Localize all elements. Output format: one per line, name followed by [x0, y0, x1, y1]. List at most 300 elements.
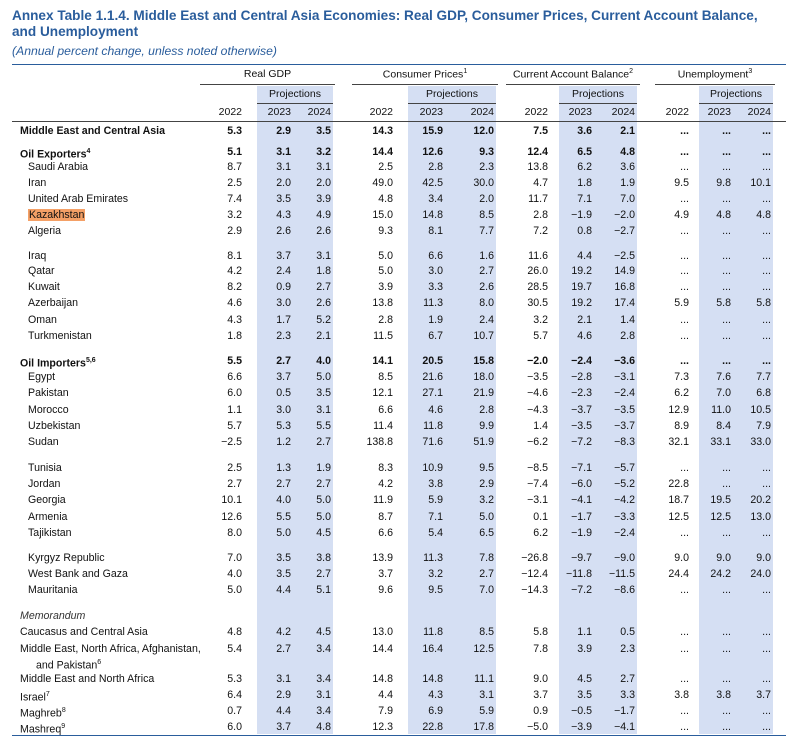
table-cell: 3.2	[428, 568, 443, 580]
table-cell: 3.1	[316, 161, 331, 173]
table-cell: 4.7	[533, 177, 548, 189]
table-cell: 14.4	[372, 146, 393, 158]
row-label-text: Georgia	[28, 494, 66, 506]
table-cell: 3.2	[227, 209, 242, 221]
table-cell: −26.8	[521, 552, 548, 564]
table-cell: −3.3	[614, 511, 635, 523]
footnote-marker: 8	[61, 707, 66, 714]
table-cell: 4.8	[756, 209, 771, 221]
table-cell: ...	[722, 643, 731, 655]
table-cell: 8.5	[479, 626, 494, 638]
table-cell: −1.9	[571, 209, 592, 221]
table-cell: ...	[680, 193, 689, 205]
table-row	[0, 280, 800, 295]
table-cell: −3.1	[614, 371, 635, 383]
table-cell: 11.7	[528, 193, 548, 205]
table-cell: 3.5	[276, 193, 291, 205]
table-cell: 5.4	[428, 527, 443, 539]
table-cell: ...	[762, 584, 771, 596]
row-label-text: Iran	[28, 177, 47, 189]
column-group-header	[506, 68, 640, 81]
table-cell: ...	[722, 125, 731, 137]
table-cell: 4.5	[316, 626, 331, 638]
table-row	[0, 567, 800, 582]
table-cell: −2.5	[221, 436, 242, 448]
table-cell: 12.1	[372, 387, 393, 399]
table-cell: ...	[722, 314, 731, 326]
table-cell: ...	[762, 673, 771, 685]
table-cell: 13.8	[372, 297, 393, 309]
table-cell: ...	[762, 626, 771, 638]
table-cell: 3.7	[533, 689, 548, 701]
column-group-header	[200, 68, 335, 80]
table-cell: 8.3	[378, 462, 393, 474]
table-cell: 4.8	[378, 193, 393, 205]
table-cell: 4.4	[276, 705, 291, 717]
table-row	[0, 208, 800, 223]
row-label-text: United Arab Emirates	[28, 193, 129, 205]
table-cell: 3.0	[276, 297, 291, 309]
row-label	[20, 124, 165, 138]
table-cell: ...	[762, 161, 771, 173]
table-cell: 12.6	[422, 146, 443, 158]
table-cell: ...	[722, 330, 731, 342]
projections-header: Projections	[572, 88, 624, 100]
table-cell: 16.8	[614, 281, 635, 293]
table-cell: 19.2	[571, 297, 592, 309]
table-cell: 10.1	[750, 177, 771, 189]
table-cell: ...	[680, 462, 689, 474]
table-cell: 2.7	[227, 478, 242, 490]
table-cell: 4.0	[316, 355, 331, 367]
table-cell: −3.6	[614, 355, 635, 367]
table-row	[0, 551, 800, 566]
table-cell: 4.9	[674, 209, 689, 221]
table-cell: −6.0	[571, 478, 592, 490]
table-cell: 4.8	[620, 146, 635, 158]
table-cell: 6.0	[227, 387, 242, 399]
table-cell: ...	[762, 721, 771, 733]
table-cell: 4.4	[378, 689, 393, 701]
table-cell: 6.6	[378, 404, 393, 416]
row-label-text: Oil Exporters	[20, 148, 87, 161]
table-cell: 8.0	[479, 297, 494, 309]
table-cell: 3.7	[276, 371, 291, 383]
table-cell: 3.8	[716, 689, 731, 701]
table-row	[0, 249, 800, 264]
row-label-text: Azerbaijan	[28, 297, 79, 309]
table-row	[0, 329, 800, 344]
table-cell: 10.1	[221, 494, 242, 506]
row-label-text: Middle East, North Africa, Afghanistan,	[20, 643, 201, 655]
table-cell: 1.9	[428, 314, 443, 326]
table-cell: ...	[680, 673, 689, 685]
row-label	[28, 493, 66, 507]
row-label-text: Algeria	[28, 225, 61, 237]
table-cell: ...	[762, 527, 771, 539]
table-cell: −6.2	[527, 436, 548, 448]
table-cell: ...	[722, 193, 731, 205]
table-cell: 27.1	[422, 387, 443, 399]
table-cell: ...	[722, 462, 731, 474]
table-cell: 3.4	[316, 673, 331, 685]
table-cell: 4.6	[227, 297, 242, 309]
table-cell: 4.5	[577, 673, 592, 685]
column-group-header	[655, 68, 775, 81]
table-cell: −4.1	[614, 721, 635, 733]
table-cell: 19.7	[571, 281, 592, 293]
table-cell: 4.2	[276, 626, 291, 638]
table-cell: 10.9	[422, 462, 443, 474]
table-cell: ...	[762, 146, 771, 158]
table-cell: ...	[762, 250, 771, 262]
table-cell: 11.6	[528, 250, 548, 262]
table-cell: 2.7	[316, 436, 331, 448]
column-group-label: Current Account Balance	[512, 68, 630, 81]
table-cell: 6.2	[533, 527, 548, 539]
year-header: 2023	[707, 106, 731, 118]
table-cell: 14.4	[372, 643, 393, 655]
group-rule	[506, 84, 640, 85]
table-cell: 3.5	[276, 568, 291, 580]
table-row	[0, 493, 800, 508]
table-cell: 13.0	[750, 511, 771, 523]
header-rule	[12, 121, 786, 122]
table-cell: 138.8	[366, 436, 393, 448]
table-row	[0, 176, 800, 191]
table-cell: 3.0	[428, 265, 443, 277]
table-cell: 4.3	[276, 209, 291, 221]
table-cell: 32.1	[668, 436, 689, 448]
table-cell: 1.2	[276, 436, 291, 448]
table-row	[0, 688, 800, 703]
table-cell: −2.8	[571, 371, 592, 383]
row-label	[20, 609, 85, 623]
table-cell: −5.2	[614, 478, 635, 490]
table-cell: 1.4	[533, 420, 548, 432]
table-cell: ...	[722, 721, 731, 733]
row-label-text: Maghreb	[20, 707, 62, 720]
table-row	[0, 704, 800, 719]
table-cell: −8.5	[527, 462, 548, 474]
table-cell: 3.5	[577, 689, 592, 701]
table-cell: 10.5	[750, 404, 771, 416]
table-cell: 7.0	[620, 193, 635, 205]
table-cell: 6.2	[674, 387, 689, 399]
table-cell: 14.1	[372, 355, 393, 367]
table-cell: 12.0	[473, 125, 494, 137]
footnote-marker: 2	[629, 68, 634, 75]
table-cell: 28.5	[527, 281, 548, 293]
projections-header: Projections	[269, 88, 321, 100]
column-group-label: Real GDP	[243, 68, 292, 80]
table-cell: ...	[762, 330, 771, 342]
table-cell: 7.0	[479, 584, 494, 596]
table-row	[0, 403, 800, 418]
table-cell: ...	[680, 314, 689, 326]
year-header: 2022	[369, 106, 393, 118]
column-group-label: Consumer Prices	[382, 68, 464, 81]
footnote-marker: 5,6	[85, 357, 96, 364]
table-cell: 5.0	[276, 527, 291, 539]
table-cell: 3.1	[316, 250, 331, 262]
table-cell: −8.3	[614, 436, 635, 448]
table-row	[0, 160, 800, 175]
table-cell: 7.8	[533, 643, 548, 655]
table-cell: 0.5	[620, 626, 635, 638]
table-cell: 9.8	[716, 177, 731, 189]
table-cell: 4.4	[577, 250, 592, 262]
table-cell: −3.5	[614, 404, 635, 416]
projections-rule	[699, 103, 773, 104]
table-cell: 5.9	[428, 494, 443, 506]
table-cell: ...	[722, 250, 731, 262]
table-cell: 3.9	[577, 643, 592, 655]
table-cell: 18.7	[668, 494, 689, 506]
row-label	[28, 386, 69, 400]
row-label-text: Qatar	[28, 265, 55, 277]
table-cell: −12.4	[521, 568, 548, 580]
table-cell: 1.8	[316, 265, 331, 277]
table-cell: 4.8	[227, 626, 242, 638]
table-cell: −11.5	[608, 568, 635, 580]
table-cell: 5.0	[316, 371, 331, 383]
row-label	[28, 264, 55, 278]
table-cell: 3.6	[620, 161, 635, 173]
table-cell: 3.4	[316, 705, 331, 717]
table-cell: −0.5	[571, 705, 592, 717]
table-cell: 2.9	[479, 478, 494, 490]
table-cell: 2.9	[227, 225, 242, 237]
table-cell: 5.8	[716, 297, 731, 309]
table-cell: −3.7	[571, 404, 592, 416]
table-cell: 2.6	[316, 297, 331, 309]
table-cell: ...	[680, 250, 689, 262]
table-cell: 14.9	[614, 265, 635, 277]
row-label	[28, 510, 67, 524]
table-cell: 5.3	[276, 420, 291, 432]
row-label	[28, 526, 72, 540]
table-cell: 2.9	[276, 125, 291, 137]
table-cell: 3.4	[428, 193, 443, 205]
table-cell: −5.7	[614, 462, 635, 474]
row-label	[28, 477, 60, 491]
table-cell: 18.0	[473, 371, 494, 383]
table-cell: ...	[722, 584, 731, 596]
table-cell: −2.5	[614, 250, 635, 262]
row-label-text: Mashreq	[20, 723, 62, 736]
table-cell: 8.7	[378, 511, 393, 523]
table-cell: ...	[680, 643, 689, 655]
table-cell: 5.0	[378, 265, 393, 277]
table-cell: ...	[722, 265, 731, 277]
table-cell: 1.9	[316, 462, 331, 474]
table-cell: 2.6	[479, 281, 494, 293]
table-cell: 8.4	[716, 420, 731, 432]
table-cell: 19.5	[710, 494, 731, 506]
row-label	[28, 176, 46, 190]
row-label-text: Tajikistan	[28, 527, 72, 539]
table-cell: 2.7	[316, 568, 331, 580]
table-cell: 2.7	[479, 568, 494, 580]
table-cell: 1.4	[620, 314, 635, 326]
table-cell: ...	[762, 478, 771, 490]
table-cell: 3.0	[276, 404, 291, 416]
table-row	[0, 510, 800, 525]
table-cell: 3.1	[276, 161, 291, 173]
table-cell: 5.0	[378, 250, 393, 262]
table-cell: 4.3	[227, 314, 242, 326]
table-cell: 24.2	[710, 568, 731, 580]
row-label-text: Morocco	[28, 404, 69, 416]
table-cell: 5.0	[479, 511, 494, 523]
table-cell: 12.5	[668, 511, 689, 523]
table-cell: ...	[722, 225, 731, 237]
table-cell: ...	[680, 527, 689, 539]
year-header: 2024	[611, 106, 635, 118]
table-cell: ...	[680, 330, 689, 342]
table-cell: 7.7	[479, 225, 494, 237]
table-cell: 4.0	[227, 568, 242, 580]
projections-header: Projections	[426, 88, 478, 100]
table-cell: 1.1	[227, 404, 242, 416]
table-cell: ...	[722, 161, 731, 173]
table-cell: 4.0	[276, 494, 291, 506]
table-cell: 9.5	[479, 462, 494, 474]
top-rule	[12, 64, 786, 65]
table-cell: 19.2	[571, 265, 592, 277]
table-cell: 16.4	[422, 643, 443, 655]
table-cell: 4.4	[276, 584, 291, 596]
table-cell: 14.8	[422, 209, 443, 221]
row-label-text: West Bank and Gaza	[28, 568, 128, 580]
table-cell: ...	[762, 462, 771, 474]
table-cell: 2.5	[227, 177, 242, 189]
table-cell: 12.6	[221, 511, 242, 523]
table-cell: 11.5	[373, 330, 393, 342]
table-cell: 6.5	[479, 527, 494, 539]
table-cell: 3.5	[316, 125, 331, 137]
table-cell: 1.3	[276, 462, 291, 474]
table-cell: 2.7	[276, 355, 291, 367]
footnote-marker: 3	[748, 68, 753, 75]
table-row	[0, 419, 800, 434]
table-cell: ...	[680, 161, 689, 173]
table-cell: 3.2	[479, 494, 494, 506]
table-cell: −3.7	[614, 420, 635, 432]
table-subtitle: (Annual percent change, unless noted otherwise)	[12, 44, 277, 58]
table-row	[0, 296, 800, 311]
row-label-text: Oil Importers	[20, 357, 86, 370]
table-cell: 9.5	[428, 584, 443, 596]
row-label	[28, 461, 62, 475]
table-cell: ...	[762, 643, 771, 655]
row-label	[28, 296, 78, 310]
table-cell: 3.5	[316, 387, 331, 399]
row-label-text: Armenia	[28, 511, 68, 523]
table-cell: ...	[680, 355, 689, 367]
row-label	[28, 370, 55, 384]
table-cell: −7.2	[571, 436, 592, 448]
table-cell: 5.8	[756, 297, 771, 309]
table-cell: 15.9	[422, 125, 443, 137]
footnote-marker: 4	[86, 148, 91, 155]
row-label	[28, 208, 85, 222]
table-cell: 8.7	[227, 161, 242, 173]
row-label-text: Pakistan	[28, 387, 69, 399]
table-cell: 12.4	[527, 146, 548, 158]
table-row	[0, 192, 800, 207]
group-rule	[200, 84, 335, 85]
table-cell: 5.8	[533, 626, 548, 638]
table-cell: −3.5	[527, 371, 548, 383]
table-cell: 5.1	[227, 146, 242, 158]
table-cell: ...	[762, 225, 771, 237]
table-cell: 7.1	[577, 193, 592, 205]
table-cell: 24.0	[750, 568, 771, 580]
table-cell: 1.8	[227, 330, 242, 342]
table-cell: 12.9	[668, 404, 689, 416]
table-cell: ...	[762, 125, 771, 137]
table-cell: 6.6	[428, 250, 443, 262]
table-cell: −2.7	[614, 225, 635, 237]
table-cell: 14.3	[372, 125, 393, 137]
table-cell: ...	[762, 265, 771, 277]
row-label-text: Memorandum	[20, 610, 86, 622]
table-row	[0, 461, 800, 476]
table-row	[0, 354, 800, 369]
table-cell: 2.8	[533, 209, 548, 221]
footnote-marker: 9	[61, 723, 66, 730]
table-cell: 2.8	[479, 404, 494, 416]
row-label-text: Kuwait	[28, 281, 60, 293]
table-cell: 3.1	[276, 146, 291, 158]
row-label	[28, 567, 128, 581]
table-cell: 11.4	[373, 420, 393, 432]
table-cell: 3.3	[620, 689, 635, 701]
table-cell: ...	[722, 673, 731, 685]
table-cell: 15.8	[473, 355, 494, 367]
table-cell: −1.7	[571, 511, 592, 523]
table-cell: −2.0	[614, 209, 635, 221]
table-cell: 71.6	[422, 436, 443, 448]
group-rule	[352, 84, 498, 85]
table-cell: ...	[680, 705, 689, 717]
table-cell: 8.2	[227, 281, 242, 293]
table-cell: 14.8	[372, 673, 393, 685]
table-cell: 7.9	[378, 705, 393, 717]
table-cell: 2.9	[276, 689, 291, 701]
table-cell: 4.9	[316, 209, 331, 221]
table-cell: ...	[680, 225, 689, 237]
table-cell: ...	[680, 146, 689, 158]
table-cell: −7.4	[527, 478, 548, 490]
table-cell: 5.7	[533, 330, 548, 342]
row-label	[28, 419, 80, 433]
table-cell: ...	[722, 146, 731, 158]
table-cell: ...	[762, 281, 771, 293]
table-cell: 7.6	[716, 371, 731, 383]
table-cell: 2.8	[428, 161, 443, 173]
table-row	[0, 583, 800, 598]
table-cell: 5.5	[316, 420, 331, 432]
year-header: 2022	[665, 106, 689, 118]
table-cell: −11.8	[565, 568, 592, 580]
projections-rule	[408, 103, 496, 104]
table-title: Annex Table 1.1.4. Middle East and Central Asia Economies: Real GDP, Consumer Prices, Current Account Balance, and Unemployment	[12, 8, 758, 39]
table-cell: 4.6	[428, 404, 443, 416]
table-cell: −1.7	[614, 705, 635, 717]
